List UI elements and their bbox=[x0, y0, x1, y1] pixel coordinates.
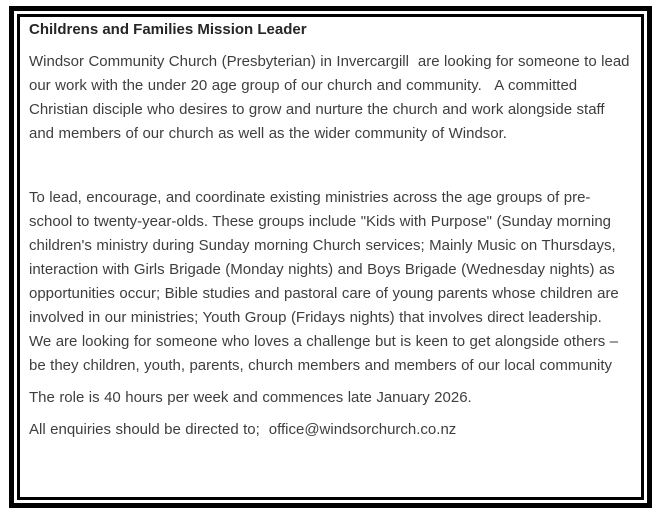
contact-paragraph bbox=[29, 418, 632, 442]
job-title: Childrens and Families Mission Leader bbox=[29, 21, 307, 38]
document-outer-border bbox=[9, 6, 652, 508]
intro-paragraph: Windsor Community Church (Presbyterian) in Invercargill are looking for someone to lead our work with the under 20 age group of our church and community. A committed Christian disciple who desires to grow and nurture the church and work alongside staff and members of our church as well as the wider community of Windsor. bbox=[29, 53, 634, 142]
role-details-paragraph: The role is 40 hours per week and commences late January 2026. bbox=[29, 389, 472, 406]
contact-prefix-text: All enquiries should be directed to; bbox=[29, 421, 269, 438]
email-text: office@windsorchurch.co.nz bbox=[268, 421, 457, 438]
spacer-paragraph bbox=[29, 154, 632, 178]
role-description-paragraph: To lead, encourage, and coordinate existing ministries across the age groups of pre-school to twenty-year-olds. These groups include "Kids with Purpose" (Sunday morning children's ministry during Sunday morning Church services; Mainly Music on Thursdays, interaction with Girls Brigade (Monday nights) and Boys Brigade (Wednesday nights) as opportunities occur; Bible studies and pastoral care of young parents whose children are involved in our ministries; Youth Group (Fridays nights) that involves direct leadership. We are looking for someone who loves a challenge but is keen to get alongside others – be they children, youth, parents, church members and members of our local community bbox=[29, 189, 624, 374]
document-inner-border bbox=[17, 14, 644, 500]
